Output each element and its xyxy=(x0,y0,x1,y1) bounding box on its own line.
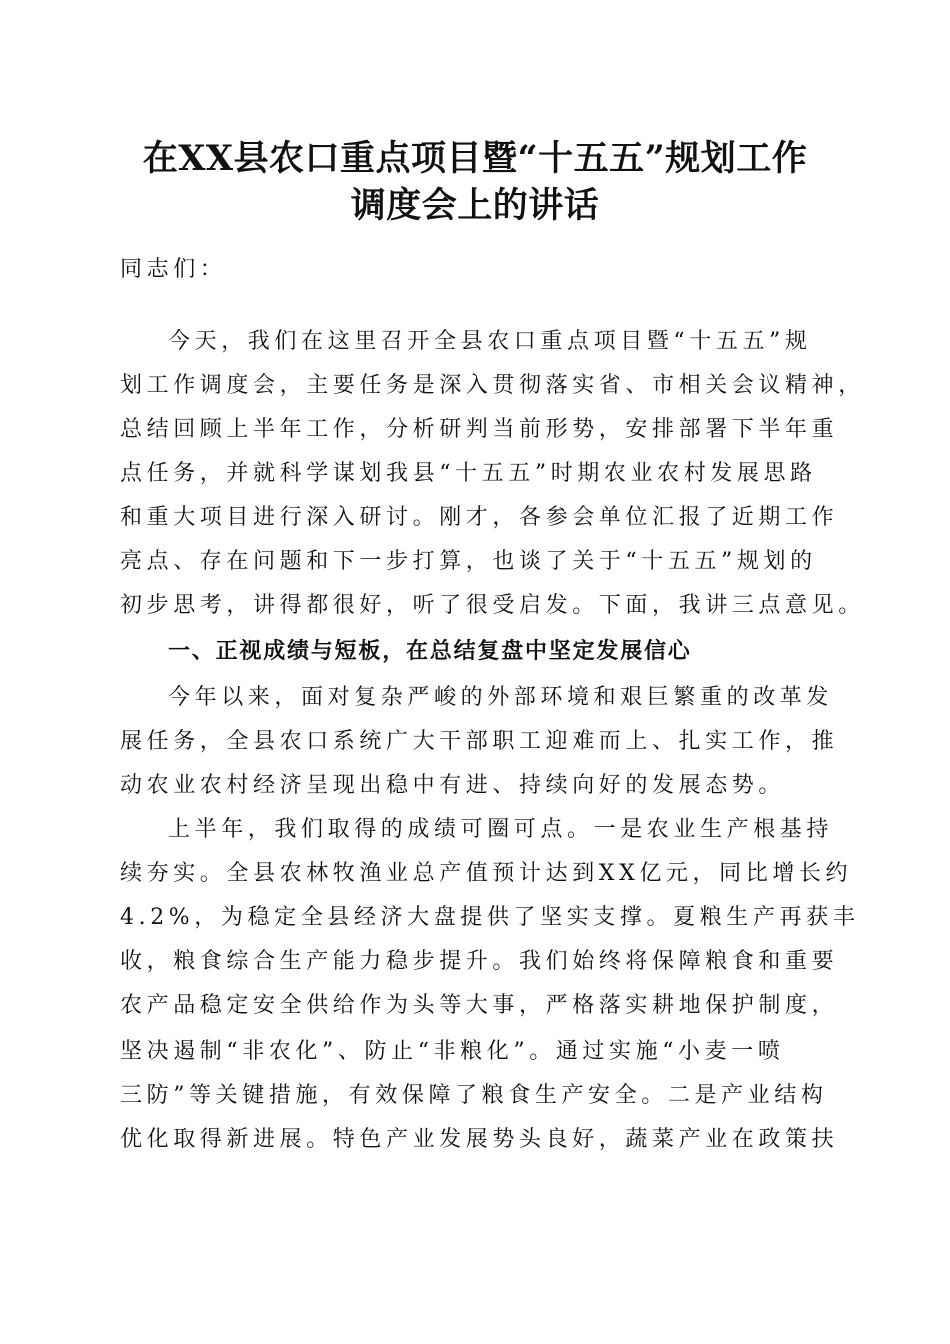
paragraph-line: 亮点、存在问题和下一步打算，也谈了关于“十五五”规划的 xyxy=(120,549,817,574)
paragraph-line: 上半年，我们取得的成绩可圈可点。一是农业生产根基持 xyxy=(168,817,834,842)
paragraph-line: 划工作调度会，主要任务是深入贯彻落实省、市相关会议精神， xyxy=(120,373,865,398)
paragraph-line: 今年以来，面对复杂严峻的外部环境和艰巨繁重的改革发 xyxy=(168,685,834,710)
paragraph-line: 今天，我们在这里召开全县农口重点项目暨“十五五”规 xyxy=(168,329,812,354)
paragraph-line: 坚决遏制“非农化”、防止“非粮化”。通过实施“小麦一喷 xyxy=(120,1039,785,1064)
paragraph-line: 4.2%，为稳定全县经济大盘提供了坚实支撑。夏粮生产再获丰 xyxy=(120,905,860,930)
section-heading: 一、正视成绩与短板，在总结复盘中坚定发展信心 xyxy=(168,639,692,664)
paragraph-line: 点任务，并就科学谋划我县“十五五”时期农业农村发展思路 xyxy=(120,461,817,486)
paragraph-line: 续夯实。全县农林牧渔业总产值预计达到XX亿元，同比增长约 xyxy=(120,861,853,886)
paragraph-line: 总结回顾上半年工作，分析研判当前形势，安排部署下半年重 xyxy=(120,417,839,442)
paragraph-line: 三防”等关键措施，有效保障了粮食生产安全。二是产业结构 xyxy=(120,1083,828,1108)
paragraph-line: 收，粮食综合生产能力稳步提升。我们始终将保障粮食和重要 xyxy=(120,949,839,974)
paragraph-line: 农产品稳定安全供给作为头等大事，严格落实耕地保护制度， xyxy=(120,993,839,1018)
paragraph-line: 和重大项目进行深入研讨。刚才，各参会单位汇报了近期工作 xyxy=(120,505,839,530)
paragraph-line: 初步思考，讲得都很好，听了很受启发。下面，我讲三点意见。 xyxy=(120,593,865,618)
document-title-line-1: 在XX县农口重点项目暨“十五五”规划工作 xyxy=(142,138,808,179)
document-title-line-2: 调度会上的讲话 xyxy=(350,185,600,226)
paragraph-line: 优化取得新进展。特色产业发展势头良好，蔬菜产业在政策扶 xyxy=(120,1127,839,1152)
paragraph-line: 展任务，全县农口系统广大干部职工迎难而上、扎实工作，推 xyxy=(120,729,839,754)
paragraph-line: 动农业农村经济呈现出稳中有进、持续向好的发展态势。 xyxy=(120,773,786,798)
salutation: 同志们： xyxy=(120,257,227,282)
